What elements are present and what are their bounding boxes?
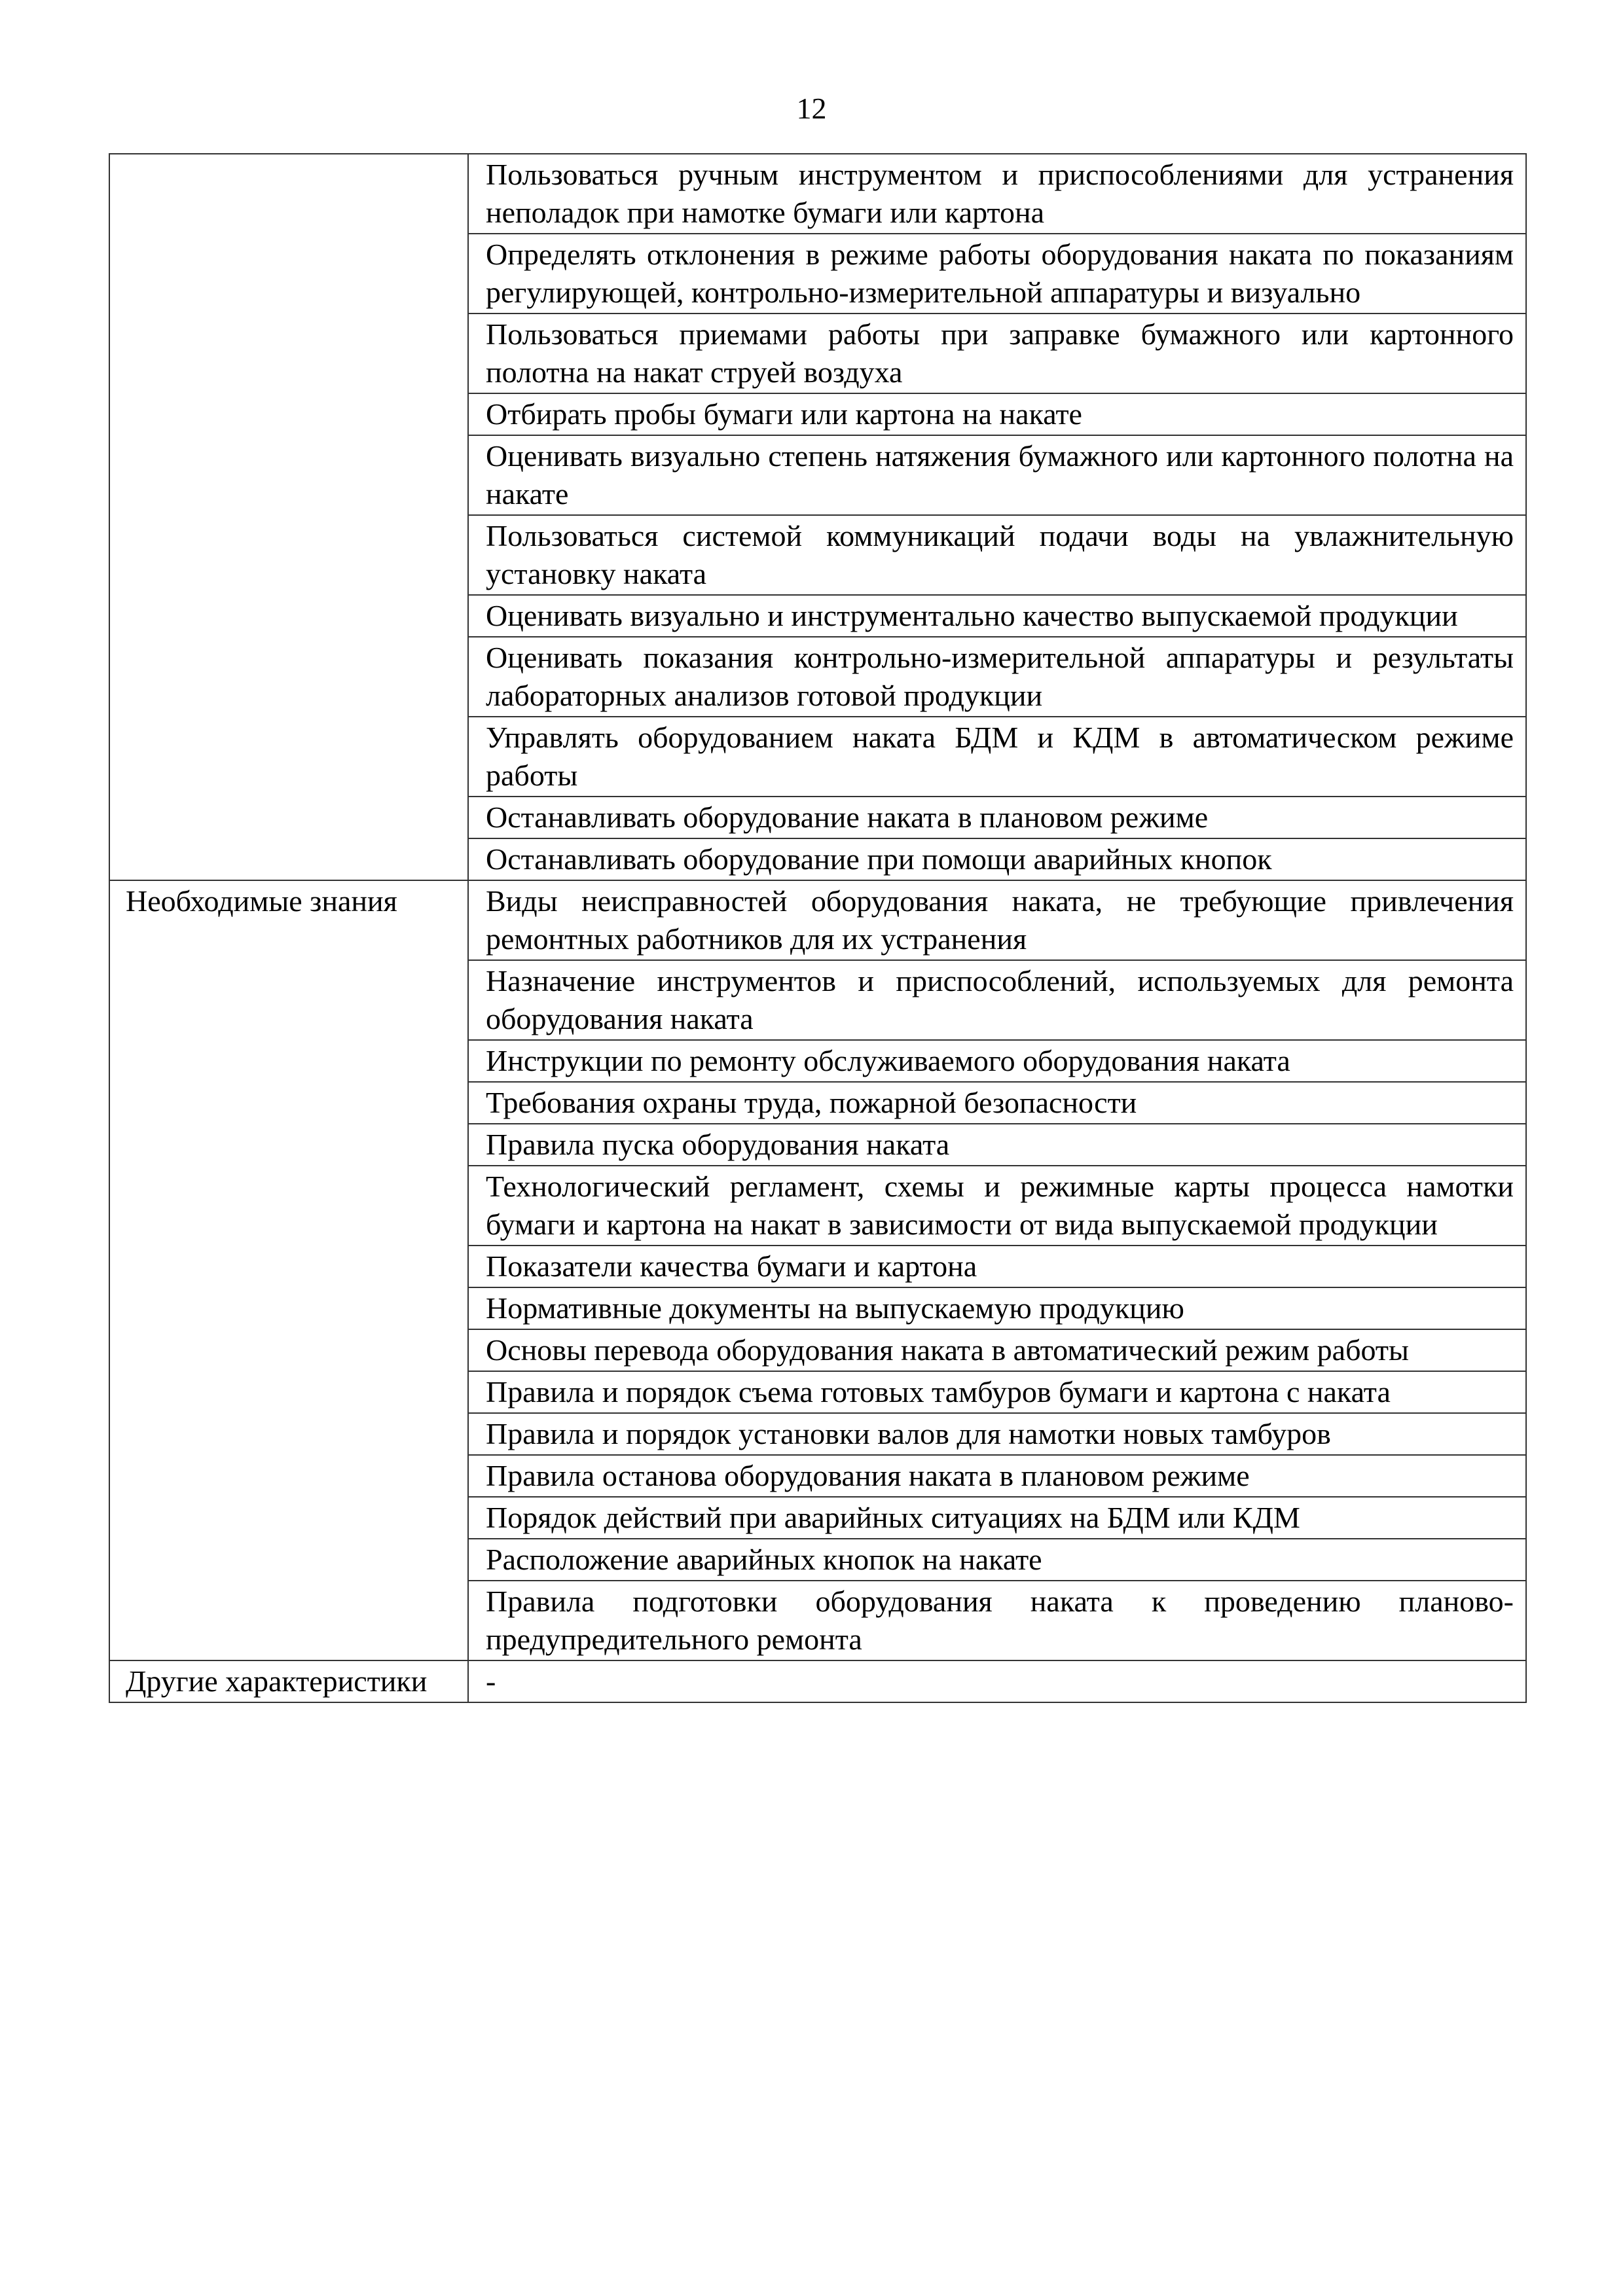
page-number: 12 bbox=[796, 92, 827, 125]
requirement-item: Назначение инструментов и приспособлений, используемых для ремонта оборудования наката bbox=[468, 960, 1526, 1040]
requirement-item: Пользоваться ручным инструментом и приспособлениями для устранения неполадок при намотке бумаги или картона bbox=[468, 154, 1526, 234]
requirement-item: Виды неисправностей оборудования наката, не требующие привлечения ремонтных работников для их устранения bbox=[468, 880, 1526, 960]
competency-table bbox=[109, 153, 1527, 1703]
requirement-item: Останавливать оборудование при помощи аварийных кнопок bbox=[468, 838, 1526, 880]
requirement-item: Правила останова оборудования наката в плановом режиме bbox=[468, 1455, 1526, 1497]
section-label: Необходимые знания bbox=[109, 880, 468, 1660]
requirement-item: Останавливать оборудование наката в плановом режиме bbox=[468, 797, 1526, 838]
section-label bbox=[109, 154, 468, 880]
section-label: Другие характеристики bbox=[109, 1660, 468, 1702]
requirement-item: Показатели качества бумаги и картона bbox=[468, 1246, 1526, 1287]
requirement-item: Оценивать визуально степень натяжения бумажного или картонного полотна на накате bbox=[468, 435, 1526, 515]
requirement-item: Правила и порядок съема готовых тамбуров бумаги и картона с наката bbox=[468, 1371, 1526, 1413]
requirement-item: Правила подготовки оборудования наката к проведению планово-предупредительного ремонта bbox=[468, 1581, 1526, 1660]
requirement-item: Оценивать показания контрольно-измерительной аппаратуры и результаты лабораторных анализов готовой продукции bbox=[468, 637, 1526, 717]
requirement-item: Расположение аварийных кнопок на накате bbox=[468, 1539, 1526, 1581]
requirement-item: Пользоваться системой коммуникаций подачи воды на увлажнительную установку наката bbox=[468, 515, 1526, 595]
requirement-item: Требования охраны труда, пожарной безопасности bbox=[468, 1082, 1526, 1124]
requirement-item: Порядок действий при аварийных ситуациях на БДМ или КДМ bbox=[468, 1497, 1526, 1539]
table-row bbox=[109, 880, 1526, 960]
requirement-item: Технологический регламент, схемы и режимные карты процесса намотки бумаги и картона на накат в зависимости от вида выпускаемой продукции bbox=[468, 1166, 1526, 1246]
requirement-item: Правила пуска оборудования наката bbox=[468, 1124, 1526, 1166]
table-row bbox=[109, 1660, 1526, 1702]
requirement-item: Пользоваться приемами работы при заправке бумажного или картонного полотна на накат струей воздуха bbox=[468, 314, 1526, 393]
requirement-item: Управлять оборудованием наката БДМ и КДМ в автоматическом режиме работы bbox=[468, 717, 1526, 797]
requirement-item: Нормативные документы на выпускаемую продукцию bbox=[468, 1287, 1526, 1329]
requirement-item: Определять отклонения в режиме работы оборудования наката по показаниям регулирующей, контрольно-измерительной аппаратуры и визуально bbox=[468, 234, 1526, 314]
table-row bbox=[109, 154, 1526, 234]
requirement-item: - bbox=[468, 1660, 1526, 1702]
table-body bbox=[109, 154, 1526, 1702]
requirement-item: Отбирать пробы бумаги или картона на накате bbox=[468, 393, 1526, 435]
requirement-item: Основы перевода оборудования наката в автоматический режим работы bbox=[468, 1329, 1526, 1371]
requirement-item: Правила и порядок установки валов для намотки новых тамбуров bbox=[468, 1413, 1526, 1455]
requirement-item: Инструкции по ремонту обслуживаемого оборудования наката bbox=[468, 1040, 1526, 1082]
requirement-item: Оценивать визуально и инструментально качество выпускаемой продукции bbox=[468, 595, 1526, 637]
